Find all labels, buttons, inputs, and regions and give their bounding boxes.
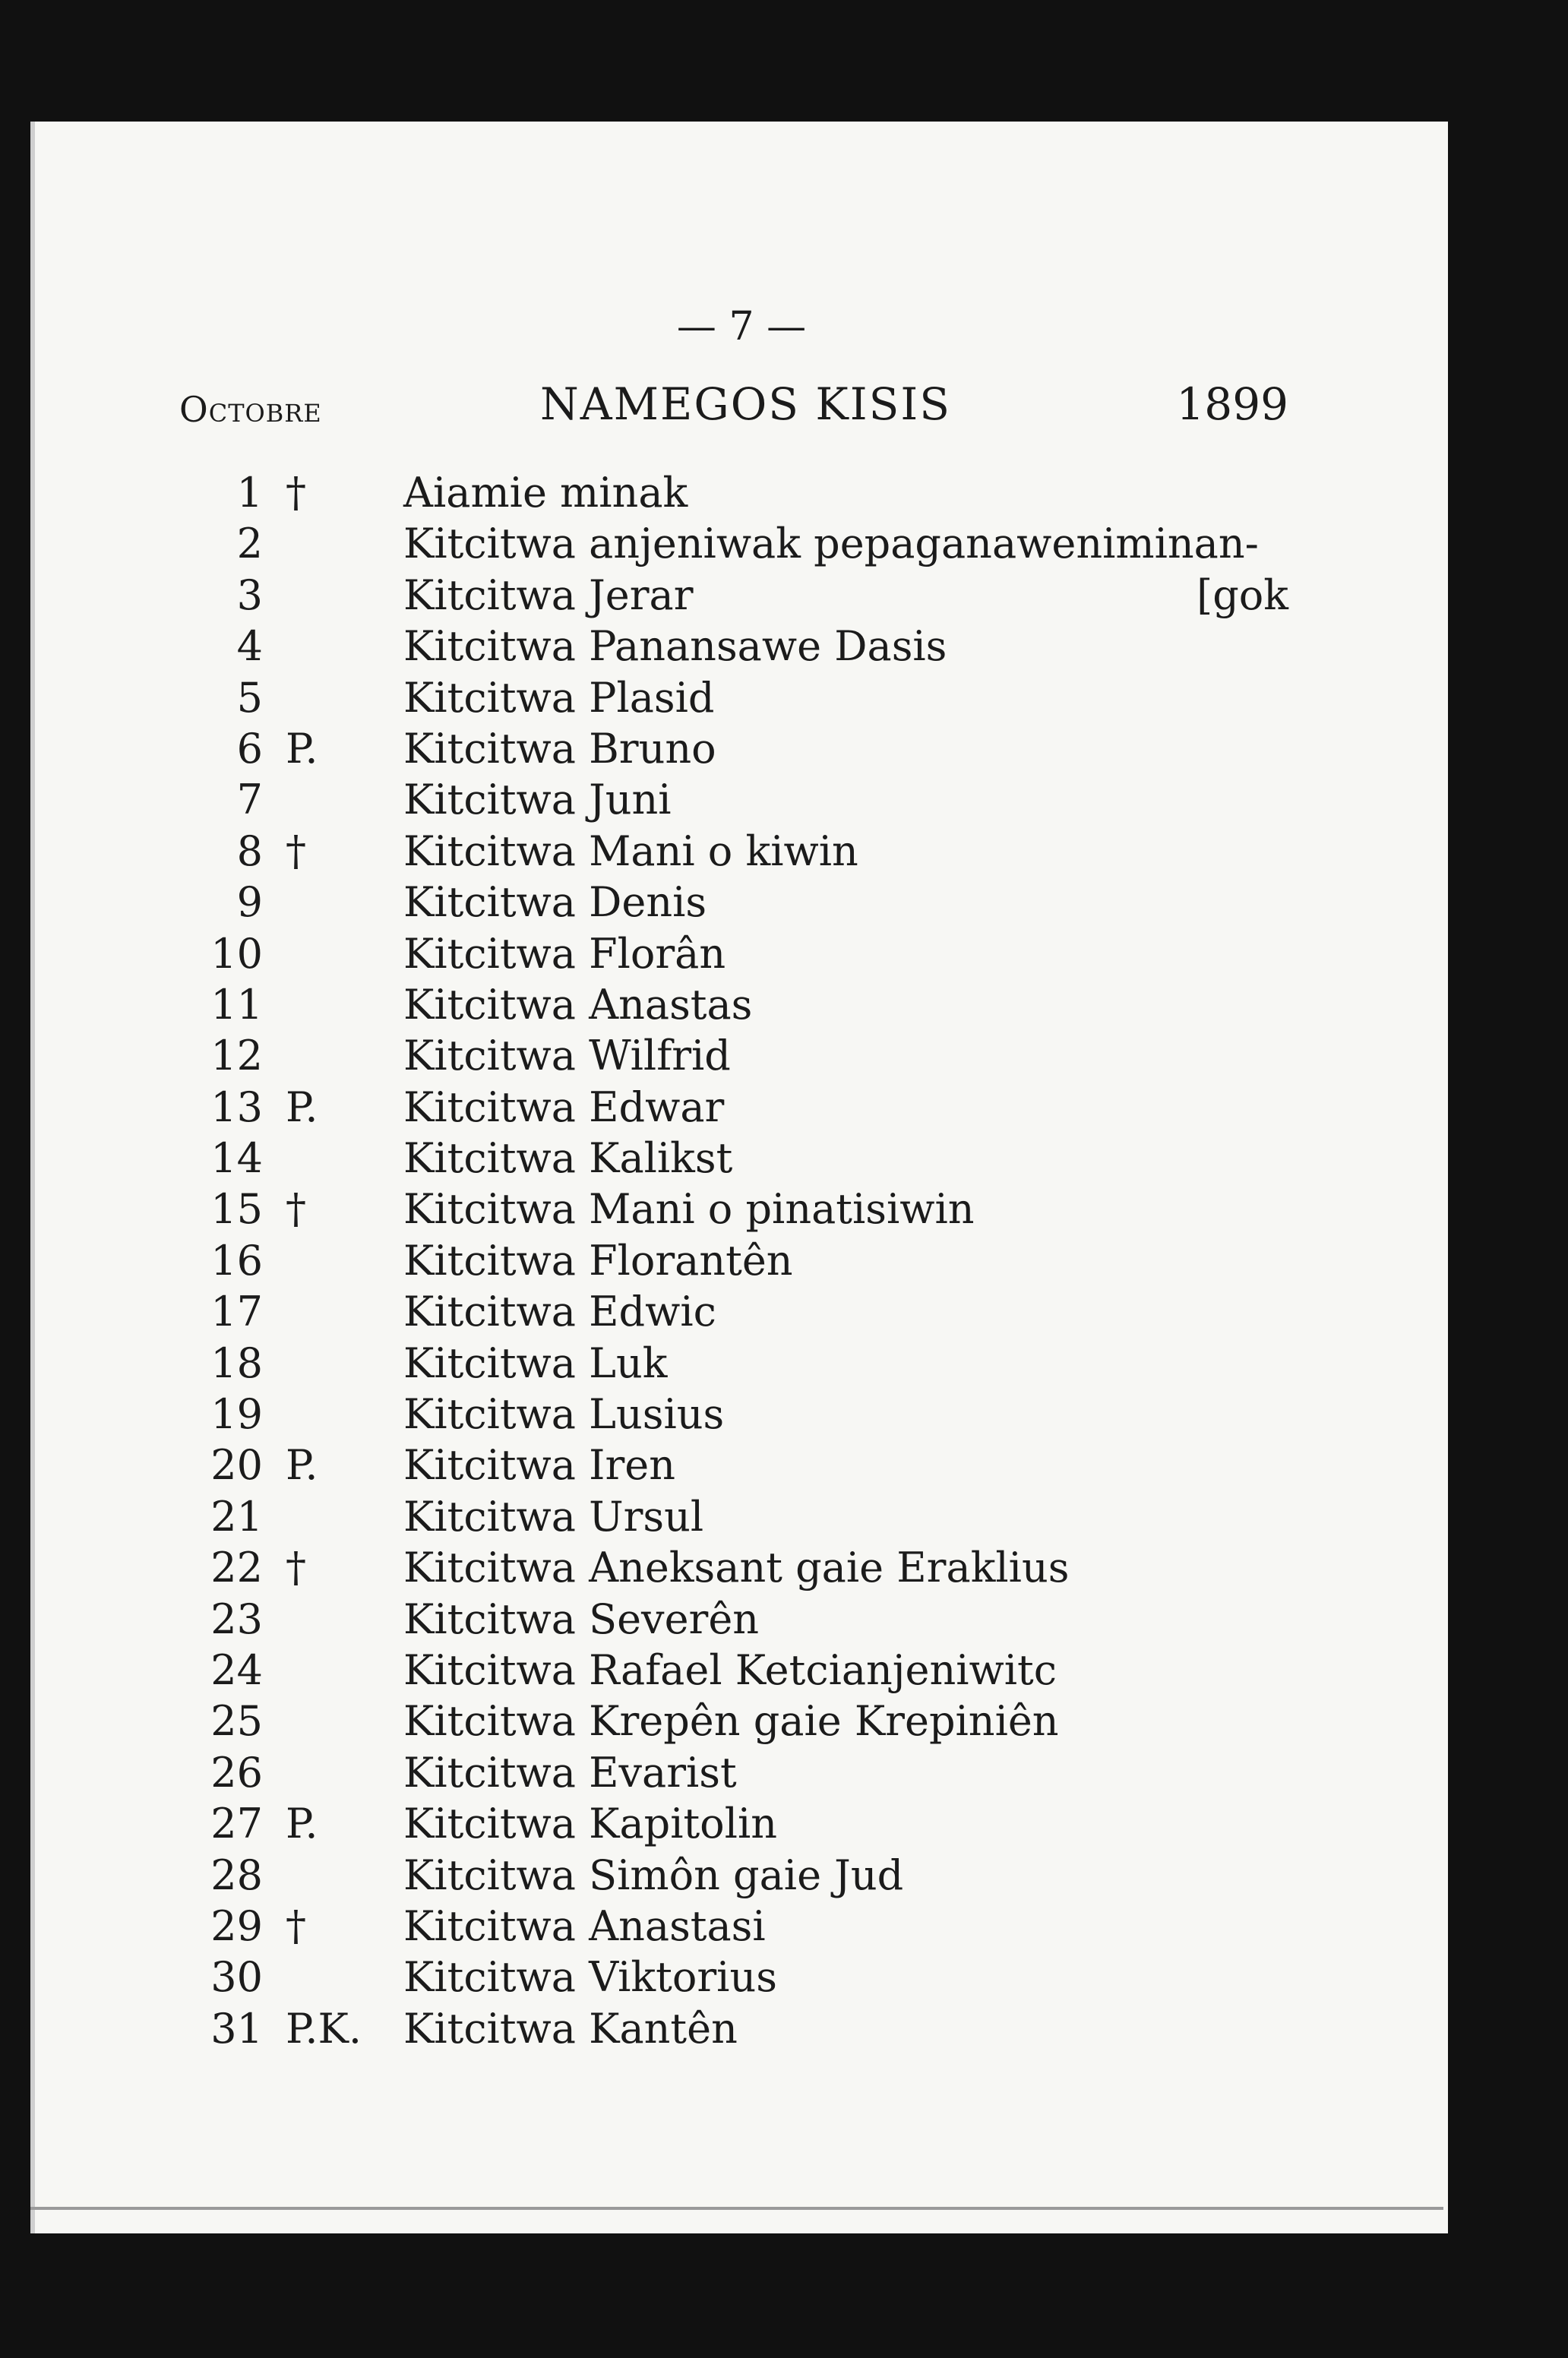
list-item — [179, 723, 1288, 774]
saint-name: Kitcitwa Aneksant gaie Eraklius — [403, 1544, 1070, 1592]
day-number: 18 — [210, 1339, 263, 1387]
day-number: 14 — [210, 1134, 263, 1183]
day-number: 3 — [236, 571, 263, 619]
saint-name: Kitcitwa Plasid — [403, 673, 715, 722]
saints-day-list — [179, 467, 1288, 2054]
list-item — [179, 1901, 1288, 1952]
month-label: Octobre — [179, 389, 322, 430]
saint-name: Kitcitwa Anastasi — [403, 1901, 766, 1950]
day-number: 25 — [210, 1697, 263, 1746]
day-number: 10 — [210, 929, 263, 978]
list-item — [179, 1594, 1288, 1645]
saint-name: Kitcitwa Florantên — [403, 1236, 793, 1285]
year-label: 1899 — [1176, 378, 1288, 430]
day-number: 29 — [210, 1901, 263, 1950]
list-item — [179, 1542, 1288, 1593]
saint-name: Kitcitwa Panansawe Dasis — [403, 622, 947, 671]
saint-name: Kitcitwa Kalikst — [403, 1134, 733, 1183]
saint-name: Kitcitwa Bruno — [403, 724, 716, 773]
saint-name: Kitcitwa Evarist — [403, 1748, 737, 1797]
list-item — [179, 1491, 1288, 1542]
list-item — [179, 570, 1288, 621]
list-item — [179, 1850, 1288, 1901]
saint-name: Kitcitwa Edwar — [403, 1083, 725, 1131]
day-number: 28 — [210, 1851, 263, 1899]
day-number: 6 — [236, 724, 263, 773]
day-number: 16 — [210, 1236, 263, 1285]
saint-name: Kitcitwa Severên — [403, 1595, 760, 1643]
day-number: 2 — [236, 520, 263, 568]
list-item — [179, 1645, 1288, 1696]
day-number: 31 — [210, 2004, 263, 2053]
feast-mark: P. — [286, 1800, 318, 1848]
day-number: 4 — [236, 622, 263, 671]
list-item — [179, 1030, 1288, 1081]
feast-mark: P. — [286, 1083, 318, 1131]
day-number: 23 — [210, 1595, 263, 1643]
feast-mark: † — [286, 1544, 306, 1592]
day-number: 7 — [236, 776, 263, 824]
day-number: 5 — [236, 673, 263, 722]
day-number: 1 — [236, 469, 263, 517]
saint-name: Aiamie minak — [403, 469, 688, 517]
saint-name: Kitcitwa Denis — [403, 878, 707, 927]
saint-name: Kitcitwa Iren — [403, 1441, 675, 1490]
saint-name: Kitcitwa Rafael Ketcianjeniwitc — [403, 1645, 1057, 1694]
day-number: 26 — [210, 1748, 263, 1797]
feast-mark: † — [286, 469, 306, 517]
feast-mark: P. — [286, 724, 318, 773]
saint-name: Kitcitwa Kantên — [403, 2004, 738, 2053]
day-number: 22 — [210, 1544, 263, 1592]
day-number: 12 — [210, 1032, 263, 1080]
saint-name: Kitcitwa Mani o pinatisiwin — [403, 1185, 975, 1234]
saint-name: Kitcitwa Lusius — [403, 1390, 725, 1439]
day-number: 24 — [210, 1645, 263, 1694]
list-item — [179, 1235, 1288, 1286]
list-item — [179, 2003, 1288, 2054]
line-continuation: [gok — [1197, 571, 1288, 619]
list-item — [179, 1133, 1288, 1184]
list-item — [179, 518, 1288, 569]
list-item — [179, 1082, 1288, 1133]
saint-name: Kitcitwa Luk — [403, 1339, 668, 1387]
list-item — [179, 467, 1288, 518]
calendar-page — [30, 122, 1448, 2233]
list-item — [179, 621, 1288, 672]
saint-name: Kitcitwa Ursul — [403, 1492, 704, 1541]
day-number: 11 — [210, 980, 263, 1029]
page-header — [179, 378, 1288, 439]
feast-mark: P. — [286, 1441, 318, 1490]
day-number: 15 — [210, 1185, 263, 1234]
day-number: 9 — [236, 878, 263, 927]
list-item — [179, 774, 1288, 825]
saint-name: Kitcitwa Jerar — [403, 571, 694, 619]
list-item — [179, 1184, 1288, 1234]
day-number: 13 — [210, 1083, 263, 1131]
day-number: 17 — [210, 1288, 263, 1336]
list-item — [179, 1952, 1288, 2002]
day-number: 19 — [210, 1390, 263, 1439]
saint-name: Kitcitwa Edwic — [403, 1288, 716, 1336]
list-item — [179, 928, 1288, 979]
saint-name: Kitcitwa Wilfrid — [403, 1032, 731, 1080]
list-item — [179, 1747, 1288, 1798]
day-number: 30 — [210, 1953, 263, 2002]
list-item — [179, 1798, 1288, 1849]
saint-name: Kitcitwa Juni — [403, 776, 672, 824]
feast-mark: P.K. — [286, 2004, 362, 2053]
list-item — [179, 1440, 1288, 1490]
day-number: 27 — [210, 1800, 263, 1848]
list-item — [179, 1696, 1288, 1746]
saint-name: Kitcitwa Krepên gaie Krepiniên — [403, 1697, 1059, 1746]
saint-name: Kitcitwa Kapitolin — [403, 1800, 778, 1848]
list-item — [179, 877, 1288, 928]
saint-name: Kitcitwa Viktorius — [403, 1953, 777, 2002]
page-bottom-edge — [30, 2207, 1443, 2210]
saint-name: Kitcitwa Anastas — [403, 980, 753, 1029]
saint-name: Kitcitwa anjeniwak pepaganaweniminan- — [403, 520, 1259, 568]
list-item — [179, 672, 1288, 723]
list-item — [179, 826, 1288, 877]
feast-mark: † — [286, 1901, 306, 1950]
page-title: NAMEGOS KISIS — [540, 378, 952, 430]
saint-name: Kitcitwa Florân — [403, 929, 726, 978]
day-number: 21 — [210, 1492, 263, 1541]
saint-name: Kitcitwa Mani o kiwin — [403, 827, 858, 875]
list-item — [179, 979, 1288, 1030]
feast-mark: † — [286, 827, 306, 875]
list-item — [179, 1286, 1288, 1337]
saint-name: Kitcitwa Simôn gaie Jud — [403, 1851, 904, 1899]
day-number: 20 — [210, 1441, 263, 1490]
list-item — [179, 1389, 1288, 1440]
day-number: 8 — [236, 827, 263, 875]
list-item — [179, 1338, 1288, 1389]
page-number: — 7 — — [676, 304, 807, 349]
feast-mark: † — [286, 1185, 306, 1234]
